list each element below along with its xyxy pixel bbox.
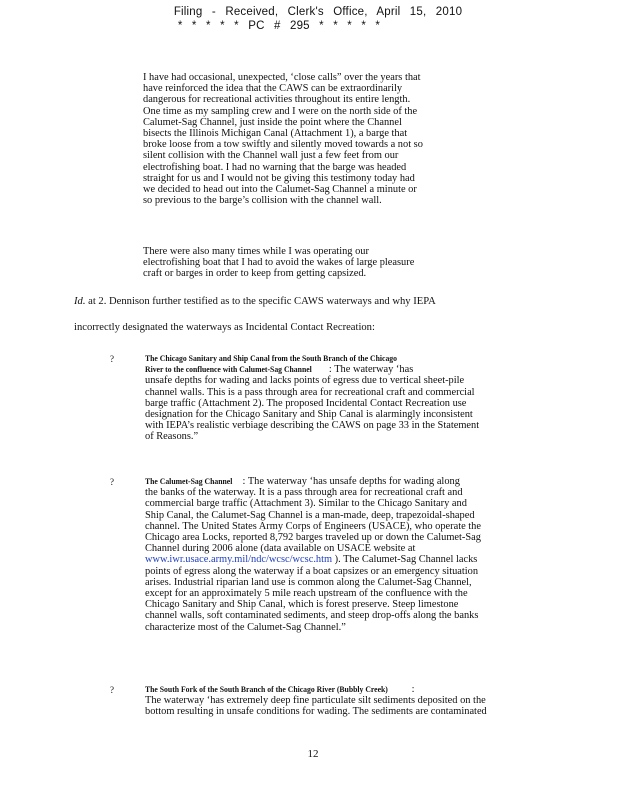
quote-line: Calumet-Sag Channel, just inside the point where the Channel <box>143 116 402 128</box>
bullet-line: except for an approximately 5 mile reach upstream of the confluence with the <box>145 588 468 600</box>
citation-id: Id. <box>74 296 86 307</box>
quote-line: One time as my sampling crew and I were on the north side of the <box>143 105 418 117</box>
bullet-line: of Reasons.” <box>145 431 199 443</box>
bullet-line: with IEPA’s realistic verbiage describing the CAWS on page 33 in the Statement <box>145 420 480 432</box>
bullet-marker: ? <box>110 685 114 695</box>
bullet-line: arises. Industrial riparian land use is common along the Calumet-Sag Channel, <box>145 576 472 588</box>
bullet-line: Channel during 2006 alone (data available on USACE website at <box>145 543 416 555</box>
bullet-heading: The Calumet-Sag Channel <box>145 477 233 486</box>
bullet-marker: ? <box>110 477 114 487</box>
usace-link[interactable]: www.iwr.usace.army.mil/ndc/wcsc/wcsc.htm <box>145 554 333 566</box>
bullet-text: : The waterway ‘has unsafe depths for wading along <box>239 476 460 487</box>
quote-line: craft or barges in order to keep from getting capsized. <box>143 268 367 280</box>
quote-line: broke loose from a tow swiftly and silently moved towards a not so <box>143 139 423 151</box>
bullet-line: barge traffic (Attachment 2). The proposed Incidental Contact Recreation use <box>145 397 467 409</box>
bullet-item-bubbly-creek <box>145 684 527 718</box>
bullet-line: designation for the Chicago Sanitary and Ship Canal is alarmingly inconsistent <box>145 409 473 421</box>
bullet-line: channel walls, soft contaminated sediments, and steep drop-offs along the banks <box>145 610 479 622</box>
quote-line: so previous to the barge’s collision with the channel wall. <box>143 195 382 207</box>
quote-line: dangerous for recreational activities throughout its entire length. <box>143 94 411 106</box>
quote-line: There were also many times while I was operating our <box>143 246 369 257</box>
bullet-text: : <box>408 684 415 695</box>
bullet-line: unsafe depths for wading and lacks points of egress due to vertical sheet-pile <box>145 375 465 387</box>
bullet-heading: The Chicago Sanitary and Ship Canal from the South Branch of the Chicago <box>145 354 398 363</box>
quote-line: electrofishing boat. I had no warning that the barge was headed <box>143 161 407 173</box>
quote-line: electrofishing boat that I had to avoid the wakes of large pleasure <box>143 257 415 269</box>
page-number: 12 <box>307 748 319 760</box>
quote-line: bisects the Illinois Michigan Canal (Attachment 1), a barge that <box>143 128 408 140</box>
body-text: at 2. Dennison further testified as to the specific CAWS waterways and why IEPA <box>85 296 436 307</box>
quote-line: I have had occasional, unexpected, ‘close calls” over the years that <box>143 72 421 83</box>
quote-line: silent collision with the Channel wall just a few feet from our <box>143 150 399 162</box>
bullet-line: The waterway ‘has extremely deep fine particulate silt sediments deposited on the <box>145 695 486 707</box>
bullet-marker: ? <box>110 354 114 364</box>
body-line-1 <box>74 296 436 307</box>
bullet-item-chicago-sanitary <box>145 353 527 443</box>
block-quote-1 <box>143 72 473 206</box>
bullet-line: the banks of the waterway. It is a pass through area for recreational craft and <box>145 487 463 499</box>
bullet-line: characterize most of the Calumet-Sag Channel.” <box>145 621 346 633</box>
bullet-line: points of egress along the waterway if a boat capsizes or an emergency situation <box>145 565 479 577</box>
bullet-text: : The waterway ‘has <box>326 364 414 376</box>
bullet-line: Ship Canal, the Calumet-Sag Channel is a man-made, deep, trapezoidal-shaped <box>145 509 475 521</box>
bullet-heading: River to the confluence with Calumet-Sag Channel <box>145 365 312 375</box>
bullet-line: channel walls. This is a pass through area for recreational craft and commercial <box>145 386 475 398</box>
bullet-line: Chicago Sanitary and Ship Canal, which is forest preserve. Steep limestone <box>145 599 459 611</box>
quote-line: have reinforced the idea that the CAWS can be extraordinarily <box>143 83 403 95</box>
body-line-2: incorrectly designated the waterways as Incidental Contact Recreation: <box>74 322 375 333</box>
bullet-line: channel. The United States Army Corps of Engineers (USACE), who operate the <box>145 520 481 532</box>
quote-line: we decided to head out into the Calumet-Sag Channel a minute or <box>143 184 417 196</box>
bullet-line: commercial barge traffic (Attachment 3). Similar to the Chicago Sanitary and <box>145 498 467 510</box>
bullet-heading: The South Fork of the South Branch of the Chicago River (Bubbly Creek) <box>145 685 388 694</box>
bullet-line: bottom resulting in unsafe conditions for wading. The sediments are contaminated <box>145 706 487 718</box>
bullet-item-calumet-sag <box>145 476 527 633</box>
pc-number-header: * * * * * PC # 295 * * * * * <box>177 20 381 32</box>
quote-line: straight for us and I would not be giving this testimony today had <box>143 172 415 184</box>
bullet-text: ). The Calumet-Sag Channel lacks <box>332 554 478 566</box>
block-quote-2 <box>143 246 473 280</box>
bullet-line: Chicago area Locks, reported 8,792 barges traveled up or down the Calumet-Sag <box>145 532 481 544</box>
filing-header: Filing - Received, Clerk's Office, April 15, 2010 <box>173 6 463 18</box>
